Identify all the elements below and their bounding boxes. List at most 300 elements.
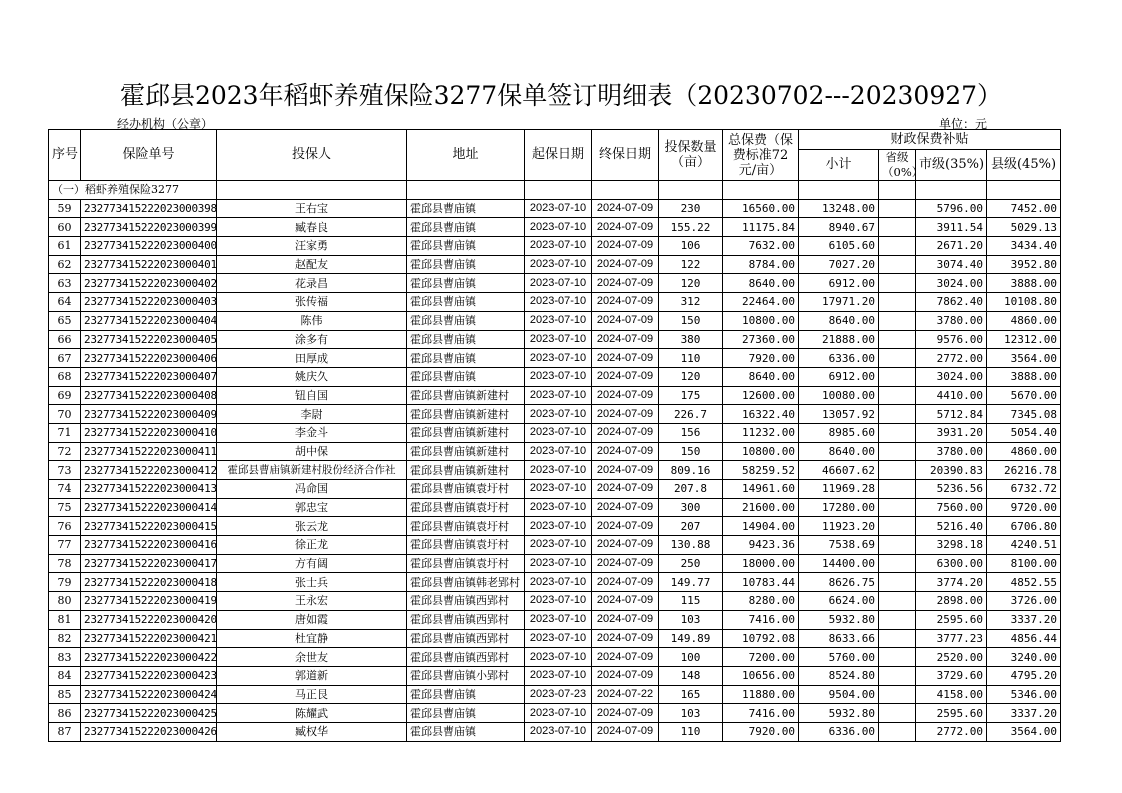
table-cell-quantity: 115 bbox=[659, 592, 723, 611]
table-cell-county: 5346.00 bbox=[987, 685, 1061, 704]
table-cell-premium: 10800.00 bbox=[723, 311, 799, 330]
section-row bbox=[49, 181, 1061, 200]
table-cell-insured: 郭道新 bbox=[217, 666, 407, 685]
table-cell-premium: 14961.60 bbox=[723, 480, 799, 499]
table-cell-seq: 63 bbox=[49, 274, 81, 293]
table-cell-address: 霍邱县曹庙镇 bbox=[407, 255, 525, 274]
table-cell-end-date: 2024-07-09 bbox=[592, 536, 659, 555]
table-cell-seq: 59 bbox=[49, 199, 81, 218]
table-cell-quantity: 226.7 bbox=[659, 405, 723, 424]
table-cell-city: 3911.54 bbox=[916, 218, 987, 237]
table-row bbox=[49, 274, 1061, 293]
table-cell-county: 10108.80 bbox=[987, 293, 1061, 312]
table-cell-county: 4795.20 bbox=[987, 666, 1061, 685]
table-row bbox=[49, 330, 1061, 349]
table-cell-province bbox=[879, 517, 916, 536]
table-cell-premium: 10783.44 bbox=[723, 573, 799, 592]
table-cell-end-date: 2024-07-09 bbox=[592, 423, 659, 442]
header-premium: 总保费（保费标准72元/亩） bbox=[723, 130, 799, 181]
table-cell-policy: 232773415222023000426 bbox=[81, 722, 217, 741]
table-cell-province bbox=[879, 610, 916, 629]
table-row bbox=[49, 610, 1061, 629]
header-county: 县级(45%) bbox=[987, 150, 1061, 181]
table-cell-quantity: 150 bbox=[659, 442, 723, 461]
table-cell-county: 3564.00 bbox=[987, 722, 1061, 741]
table-cell-county: 3564.00 bbox=[987, 349, 1061, 368]
table-cell-end-date: 2024-07-09 bbox=[592, 330, 659, 349]
table-cell-city: 3074.40 bbox=[916, 255, 987, 274]
table-cell-quantity: 149.77 bbox=[659, 573, 723, 592]
table-cell-address: 霍邱县曹庙镇韩老郢村 bbox=[407, 573, 525, 592]
table-cell-end-date: 2024-07-09 bbox=[592, 293, 659, 312]
table-cell-county: 6732.72 bbox=[987, 480, 1061, 499]
table-cell-seq: 60 bbox=[49, 218, 81, 237]
table-row bbox=[49, 255, 1061, 274]
table-cell-province bbox=[879, 237, 916, 256]
table-cell-province bbox=[879, 442, 916, 461]
table-cell-address: 霍邱县曹庙镇新建村 bbox=[407, 405, 525, 424]
table-cell-address: 霍邱县曹庙镇 bbox=[407, 349, 525, 368]
table-cell-city: 3024.00 bbox=[916, 274, 987, 293]
policy-table bbox=[48, 129, 1061, 742]
table-cell-policy: 232773415222023000399 bbox=[81, 218, 217, 237]
table-cell-province bbox=[879, 573, 916, 592]
table-cell-end-date: 2024-07-09 bbox=[592, 517, 659, 536]
table-cell-county: 26216.78 bbox=[987, 461, 1061, 480]
table-cell-start-date: 2023-07-10 bbox=[525, 554, 592, 573]
table-cell-quantity: 230 bbox=[659, 199, 723, 218]
table-cell-city: 5236.56 bbox=[916, 480, 987, 499]
table-cell-seq: 66 bbox=[49, 330, 81, 349]
table-cell-start-date: 2023-07-10 bbox=[525, 218, 592, 237]
table-cell-address: 霍邱县曹庙镇 bbox=[407, 218, 525, 237]
table-cell-seq: 70 bbox=[49, 405, 81, 424]
agency-label: 经办机构（公章） bbox=[117, 117, 214, 131]
table-row bbox=[49, 554, 1061, 573]
table-cell-subtotal: 9504.00 bbox=[799, 685, 879, 704]
table-row bbox=[49, 461, 1061, 480]
table-cell-premium: 8280.00 bbox=[723, 592, 799, 611]
table-cell-start-date: 2023-07-10 bbox=[525, 498, 592, 517]
table-cell-subtotal: 10080.00 bbox=[799, 386, 879, 405]
table-cell-insured: 冯命国 bbox=[217, 480, 407, 499]
table-cell-start-date: 2023-07-10 bbox=[525, 274, 592, 293]
table-cell-province bbox=[879, 592, 916, 611]
table-cell-city: 3774.20 bbox=[916, 573, 987, 592]
table-cell-premium: 9423.36 bbox=[723, 536, 799, 555]
table-cell-policy: 232773415222023000414 bbox=[81, 498, 217, 517]
table-cell-county: 5029.13 bbox=[987, 218, 1061, 237]
table-row bbox=[49, 648, 1061, 667]
table-cell-start-date: 2023-07-10 bbox=[525, 423, 592, 442]
table-cell-county: 5670.00 bbox=[987, 386, 1061, 405]
table-cell-subtotal: 8640.00 bbox=[799, 442, 879, 461]
table-cell-start-date: 2023-07-10 bbox=[525, 517, 592, 536]
table-cell-province bbox=[879, 685, 916, 704]
table-cell-insured: 郭忠宝 bbox=[217, 498, 407, 517]
table-cell-quantity: 150 bbox=[659, 311, 723, 330]
table-cell-premium: 7416.00 bbox=[723, 704, 799, 723]
table-cell-insured: 徐正龙 bbox=[217, 536, 407, 555]
table-cell-start-date: 2023-07-10 bbox=[525, 629, 592, 648]
table-cell-city: 3780.00 bbox=[916, 311, 987, 330]
table-cell-start-date: 2023-07-10 bbox=[525, 293, 592, 312]
table-cell-policy: 232773415222023000412 bbox=[81, 461, 217, 480]
table-cell-policy: 232773415222023000410 bbox=[81, 423, 217, 442]
table-cell-province bbox=[879, 330, 916, 349]
table-cell-insured: 赵配友 bbox=[217, 255, 407, 274]
table-cell-subtotal: 5932.80 bbox=[799, 704, 879, 723]
table-cell-insured: 涂多有 bbox=[217, 330, 407, 349]
table-cell-seq: 78 bbox=[49, 554, 81, 573]
table-cell-quantity: 155.22 bbox=[659, 218, 723, 237]
table-row bbox=[49, 666, 1061, 685]
table-cell-start-date: 2023-07-10 bbox=[525, 311, 592, 330]
table-cell-premium: 7200.00 bbox=[723, 648, 799, 667]
table-cell-province bbox=[879, 405, 916, 424]
table-cell-county: 3240.00 bbox=[987, 648, 1061, 667]
table-cell-start-date: 2023-07-10 bbox=[525, 237, 592, 256]
table-cell-address: 霍邱县曹庙镇袁圩村 bbox=[407, 480, 525, 499]
table-cell-start-date: 2023-07-10 bbox=[525, 405, 592, 424]
table-cell-policy: 232773415222023000408 bbox=[81, 386, 217, 405]
table-cell-address: 霍邱县曹庙镇新建村 bbox=[407, 386, 525, 405]
table-cell-premium: 10792.08 bbox=[723, 629, 799, 648]
table-cell-address: 霍邱县曹庙镇 bbox=[407, 704, 525, 723]
table-cell-subtotal: 8985.60 bbox=[799, 423, 879, 442]
table-cell-insured: 唐如霞 bbox=[217, 610, 407, 629]
table-cell-address: 霍邱县曹庙镇新建村 bbox=[407, 461, 525, 480]
table-cell-premium: 7920.00 bbox=[723, 349, 799, 368]
table-cell-start-date: 2023-07-10 bbox=[525, 386, 592, 405]
table-cell-premium: 11880.00 bbox=[723, 685, 799, 704]
table-cell-county: 3888.00 bbox=[987, 367, 1061, 386]
table-cell-city: 5712.84 bbox=[916, 405, 987, 424]
table-cell-end-date: 2024-07-09 bbox=[592, 498, 659, 517]
table-cell-subtotal: 6912.00 bbox=[799, 367, 879, 386]
table-cell-province bbox=[879, 255, 916, 274]
table-cell-city: 3777.23 bbox=[916, 629, 987, 648]
table-cell-address: 霍邱县曹庙镇 bbox=[407, 330, 525, 349]
table-cell-province bbox=[879, 480, 916, 499]
table-cell-start-date: 2023-07-10 bbox=[525, 666, 592, 685]
table-cell-insured: 张士兵 bbox=[217, 573, 407, 592]
table-cell-city: 5796.00 bbox=[916, 199, 987, 218]
table-cell-premium: 8640.00 bbox=[723, 367, 799, 386]
table-cell-quantity: 207.8 bbox=[659, 480, 723, 499]
table-cell-province bbox=[879, 293, 916, 312]
table-cell-county: 3726.00 bbox=[987, 592, 1061, 611]
table-cell-insured: 花录昌 bbox=[217, 274, 407, 293]
table-cell-city: 2595.60 bbox=[916, 704, 987, 723]
table-cell-address: 霍邱县曹庙镇 bbox=[407, 367, 525, 386]
table-cell-seq: 64 bbox=[49, 293, 81, 312]
table-cell-province bbox=[879, 199, 916, 218]
table-cell-seq: 76 bbox=[49, 517, 81, 536]
header-province: 省级（0%） bbox=[879, 150, 916, 181]
table-cell-end-date: 2024-07-09 bbox=[592, 405, 659, 424]
table-cell-end-date: 2024-07-09 bbox=[592, 349, 659, 368]
table-row bbox=[49, 367, 1061, 386]
table-cell-premium: 16322.40 bbox=[723, 405, 799, 424]
table-cell-county: 3434.40 bbox=[987, 237, 1061, 256]
table-cell-address: 霍邱县曹庙镇 bbox=[407, 722, 525, 741]
table-cell-province bbox=[879, 554, 916, 573]
section-title: （一）稻虾养殖保险3277 bbox=[49, 181, 217, 200]
table-cell-insured: 霍邱县曹庙镇新建村股份经济合作社 bbox=[217, 461, 407, 480]
table-cell-seq: 68 bbox=[49, 367, 81, 386]
table-cell-county: 9720.00 bbox=[987, 498, 1061, 517]
table-cell-province bbox=[879, 423, 916, 442]
table-cell-insured: 王永宏 bbox=[217, 592, 407, 611]
table-cell-end-date: 2024-07-09 bbox=[592, 461, 659, 480]
table-cell-subtotal: 8626.75 bbox=[799, 573, 879, 592]
table-cell-quantity: 110 bbox=[659, 722, 723, 741]
table-cell-insured: 方有阔 bbox=[217, 554, 407, 573]
table-cell-start-date: 2023-07-10 bbox=[525, 648, 592, 667]
table-cell-quantity: 120 bbox=[659, 367, 723, 386]
table-cell-county: 7452.00 bbox=[987, 199, 1061, 218]
table-cell-policy: 232773415222023000405 bbox=[81, 330, 217, 349]
table-cell-province bbox=[879, 704, 916, 723]
table-cell-policy: 232773415222023000419 bbox=[81, 592, 217, 611]
table-cell-address: 霍邱县曹庙镇 bbox=[407, 311, 525, 330]
table-cell-end-date: 2024-07-09 bbox=[592, 367, 659, 386]
table-cell-subtotal: 17971.20 bbox=[799, 293, 879, 312]
table-cell-city: 3780.00 bbox=[916, 442, 987, 461]
table-cell-subtotal: 5760.00 bbox=[799, 648, 879, 667]
table-row bbox=[49, 704, 1061, 723]
table-cell-address: 霍邱县曹庙镇袁圩村 bbox=[407, 554, 525, 573]
table-cell-insured: 陈耀武 bbox=[217, 704, 407, 723]
table-cell-policy: 232773415222023000404 bbox=[81, 311, 217, 330]
table-cell-city: 4158.00 bbox=[916, 685, 987, 704]
table-cell-address: 霍邱县曹庙镇袁圩村 bbox=[407, 536, 525, 555]
table-cell-address: 霍邱县曹庙镇袁圩村 bbox=[407, 498, 525, 517]
table-cell-quantity: 312 bbox=[659, 293, 723, 312]
table-cell-address: 霍邱县曹庙镇袁圩村 bbox=[407, 517, 525, 536]
table-cell-start-date: 2023-07-10 bbox=[525, 255, 592, 274]
table-cell-address: 霍邱县曹庙镇西郢村 bbox=[407, 629, 525, 648]
table-cell-end-date: 2024-07-09 bbox=[592, 311, 659, 330]
table-cell-province bbox=[879, 722, 916, 741]
table-cell-policy: 232773415222023000416 bbox=[81, 536, 217, 555]
table-row bbox=[49, 405, 1061, 424]
table-cell-start-date: 2023-07-10 bbox=[525, 592, 592, 611]
table-cell-policy: 232773415222023000411 bbox=[81, 442, 217, 461]
table-row bbox=[49, 386, 1061, 405]
table-row bbox=[49, 536, 1061, 555]
table-cell-county: 3337.20 bbox=[987, 704, 1061, 723]
table-cell-seq: 86 bbox=[49, 704, 81, 723]
table-cell-subtotal: 6105.60 bbox=[799, 237, 879, 256]
table-cell-seq: 75 bbox=[49, 498, 81, 517]
table-cell-policy: 232773415222023000400 bbox=[81, 237, 217, 256]
table-row bbox=[49, 573, 1061, 592]
table-cell-premium: 7632.00 bbox=[723, 237, 799, 256]
header-insured: 投保人 bbox=[217, 130, 407, 181]
table-cell-quantity: 149.89 bbox=[659, 629, 723, 648]
header-quantity: 投保数量（亩） bbox=[659, 130, 723, 181]
table-cell-province bbox=[879, 666, 916, 685]
table-cell-province bbox=[879, 311, 916, 330]
table-cell-quantity: 100 bbox=[659, 648, 723, 667]
table-cell-city: 5216.40 bbox=[916, 517, 987, 536]
table-cell-end-date: 2024-07-09 bbox=[592, 480, 659, 499]
table-row bbox=[49, 685, 1061, 704]
table-cell-premium: 22464.00 bbox=[723, 293, 799, 312]
table-cell-policy: 232773415222023000398 bbox=[81, 199, 217, 218]
table-cell-policy: 232773415222023000406 bbox=[81, 349, 217, 368]
table-cell-seq: 61 bbox=[49, 237, 81, 256]
table-cell-policy: 232773415222023000415 bbox=[81, 517, 217, 536]
table-cell-address: 霍邱县曹庙镇小郢村 bbox=[407, 666, 525, 685]
table-cell-end-date: 2024-07-09 bbox=[592, 442, 659, 461]
table-cell-end-date: 2024-07-09 bbox=[592, 629, 659, 648]
table-cell-province bbox=[879, 349, 916, 368]
table-cell-end-date: 2024-07-22 bbox=[592, 685, 659, 704]
table-cell-quantity: 156 bbox=[659, 423, 723, 442]
table-cell-city: 3931.20 bbox=[916, 423, 987, 442]
table-cell-subtotal: 46607.62 bbox=[799, 461, 879, 480]
table-row bbox=[49, 293, 1061, 312]
table-cell-city: 20390.83 bbox=[916, 461, 987, 480]
table-cell-start-date: 2023-07-23 bbox=[525, 685, 592, 704]
table-row bbox=[49, 629, 1061, 648]
table-row bbox=[49, 480, 1061, 499]
table-cell-city: 3729.60 bbox=[916, 666, 987, 685]
table-cell-address: 霍邱县曹庙镇西郢村 bbox=[407, 648, 525, 667]
header-subsidy-group: 财政保费补贴 bbox=[799, 130, 1061, 150]
table-cell-county: 4240.51 bbox=[987, 536, 1061, 555]
table-cell-start-date: 2023-07-10 bbox=[525, 480, 592, 499]
table-cell-start-date: 2023-07-10 bbox=[525, 349, 592, 368]
table-cell-county: 7345.08 bbox=[987, 405, 1061, 424]
header-city: 市级(35%) bbox=[916, 150, 987, 181]
table-cell-seq: 81 bbox=[49, 610, 81, 629]
table-cell-subtotal: 8524.80 bbox=[799, 666, 879, 685]
table-row bbox=[49, 442, 1061, 461]
table-cell-quantity: 148 bbox=[659, 666, 723, 685]
table-cell-policy: 232773415222023000407 bbox=[81, 367, 217, 386]
table-cell-premium: 10800.00 bbox=[723, 442, 799, 461]
table-cell-insured: 田厚成 bbox=[217, 349, 407, 368]
table-cell-address: 霍邱县曹庙镇 bbox=[407, 293, 525, 312]
header-address: 地址 bbox=[407, 130, 525, 181]
table-cell-subtotal: 14400.00 bbox=[799, 554, 879, 573]
header-policy-no: 保险单号 bbox=[81, 130, 217, 181]
table-cell-insured: 汪家勇 bbox=[217, 237, 407, 256]
table-cell-insured: 李金斗 bbox=[217, 423, 407, 442]
table-cell-seq: 85 bbox=[49, 685, 81, 704]
table-cell-end-date: 2024-07-09 bbox=[592, 704, 659, 723]
table-cell-premium: 7920.00 bbox=[723, 722, 799, 741]
table-cell-county: 12312.00 bbox=[987, 330, 1061, 349]
table-cell-quantity: 120 bbox=[659, 274, 723, 293]
table-cell-end-date: 2024-07-09 bbox=[592, 255, 659, 274]
table-cell-policy: 232773415222023000425 bbox=[81, 704, 217, 723]
table-cell-premium: 27360.00 bbox=[723, 330, 799, 349]
table-cell-seq: 79 bbox=[49, 573, 81, 592]
table-cell-end-date: 2024-07-09 bbox=[592, 648, 659, 667]
table-cell-end-date: 2024-07-09 bbox=[592, 573, 659, 592]
table-cell-subtotal: 6912.00 bbox=[799, 274, 879, 293]
table-cell-start-date: 2023-07-10 bbox=[525, 199, 592, 218]
table-cell-quantity: 207 bbox=[659, 517, 723, 536]
table-cell-city: 2595.60 bbox=[916, 610, 987, 629]
table-cell-premium: 21600.00 bbox=[723, 498, 799, 517]
table-cell-address: 霍邱县曹庙镇新建村 bbox=[407, 423, 525, 442]
table-cell-province bbox=[879, 536, 916, 555]
table-cell-end-date: 2024-07-09 bbox=[592, 237, 659, 256]
table-cell-county: 6706.80 bbox=[987, 517, 1061, 536]
table-cell-city: 3024.00 bbox=[916, 367, 987, 386]
table-cell-quantity: 250 bbox=[659, 554, 723, 573]
table-cell-policy: 232773415222023000422 bbox=[81, 648, 217, 667]
table-cell-seq: 84 bbox=[49, 666, 81, 685]
table-cell-seq: 74 bbox=[49, 480, 81, 499]
table-cell-province bbox=[879, 386, 916, 405]
table-cell-city: 3298.18 bbox=[916, 536, 987, 555]
table-cell-city: 2520.00 bbox=[916, 648, 987, 667]
table-cell-policy: 232773415222023000418 bbox=[81, 573, 217, 592]
table-cell-county: 5054.40 bbox=[987, 423, 1061, 442]
table-cell-policy: 232773415222023000417 bbox=[81, 554, 217, 573]
table-cell-insured: 李尉 bbox=[217, 405, 407, 424]
table-cell-start-date: 2023-07-10 bbox=[525, 367, 592, 386]
table-row bbox=[49, 311, 1061, 330]
table-cell-quantity: 103 bbox=[659, 610, 723, 629]
page-title: 霍邱县2023年稻虾养殖保险3277保单签订明细表（20230702---20230927） bbox=[119, 81, 1003, 110]
table-cell-premium: 8640.00 bbox=[723, 274, 799, 293]
table-cell-city: 9576.00 bbox=[916, 330, 987, 349]
table-cell-insured: 余世友 bbox=[217, 648, 407, 667]
table-cell-start-date: 2023-07-10 bbox=[525, 704, 592, 723]
table-cell-seq: 73 bbox=[49, 461, 81, 480]
table-cell-premium: 11232.00 bbox=[723, 423, 799, 442]
table-cell-quantity: 175 bbox=[659, 386, 723, 405]
table-cell-subtotal: 7538.69 bbox=[799, 536, 879, 555]
table-cell-county: 3888.00 bbox=[987, 274, 1061, 293]
table-cell-premium: 16560.00 bbox=[723, 199, 799, 218]
header-seq: 序号 bbox=[49, 130, 81, 181]
table-cell-policy: 232773415222023000409 bbox=[81, 405, 217, 424]
table-cell-city: 2671.20 bbox=[916, 237, 987, 256]
table-cell-county: 4860.00 bbox=[987, 442, 1061, 461]
table-cell-policy: 232773415222023000424 bbox=[81, 685, 217, 704]
table-cell-quantity: 122 bbox=[659, 255, 723, 274]
table-row bbox=[49, 722, 1061, 741]
table-cell-end-date: 2024-07-09 bbox=[592, 666, 659, 685]
table-cell-policy: 232773415222023000413 bbox=[81, 480, 217, 499]
table-cell-start-date: 2023-07-10 bbox=[525, 536, 592, 555]
table-cell-province bbox=[879, 461, 916, 480]
table-cell-subtotal: 8940.67 bbox=[799, 218, 879, 237]
table-cell-insured: 王右宝 bbox=[217, 199, 407, 218]
table-cell-address: 霍邱县曹庙镇 bbox=[407, 274, 525, 293]
table-cell-quantity: 380 bbox=[659, 330, 723, 349]
table-cell-seq: 80 bbox=[49, 592, 81, 611]
table-cell-premium: 11175.84 bbox=[723, 218, 799, 237]
table-cell-insured: 张云龙 bbox=[217, 517, 407, 536]
table-cell-county: 8100.00 bbox=[987, 554, 1061, 573]
table-cell-address: 霍邱县曹庙镇新建村 bbox=[407, 442, 525, 461]
table-cell-policy: 232773415222023000401 bbox=[81, 255, 217, 274]
table-cell-subtotal: 11923.20 bbox=[799, 517, 879, 536]
table-cell-policy: 232773415222023000420 bbox=[81, 610, 217, 629]
table-cell-seq: 82 bbox=[49, 629, 81, 648]
table-row bbox=[49, 199, 1061, 218]
